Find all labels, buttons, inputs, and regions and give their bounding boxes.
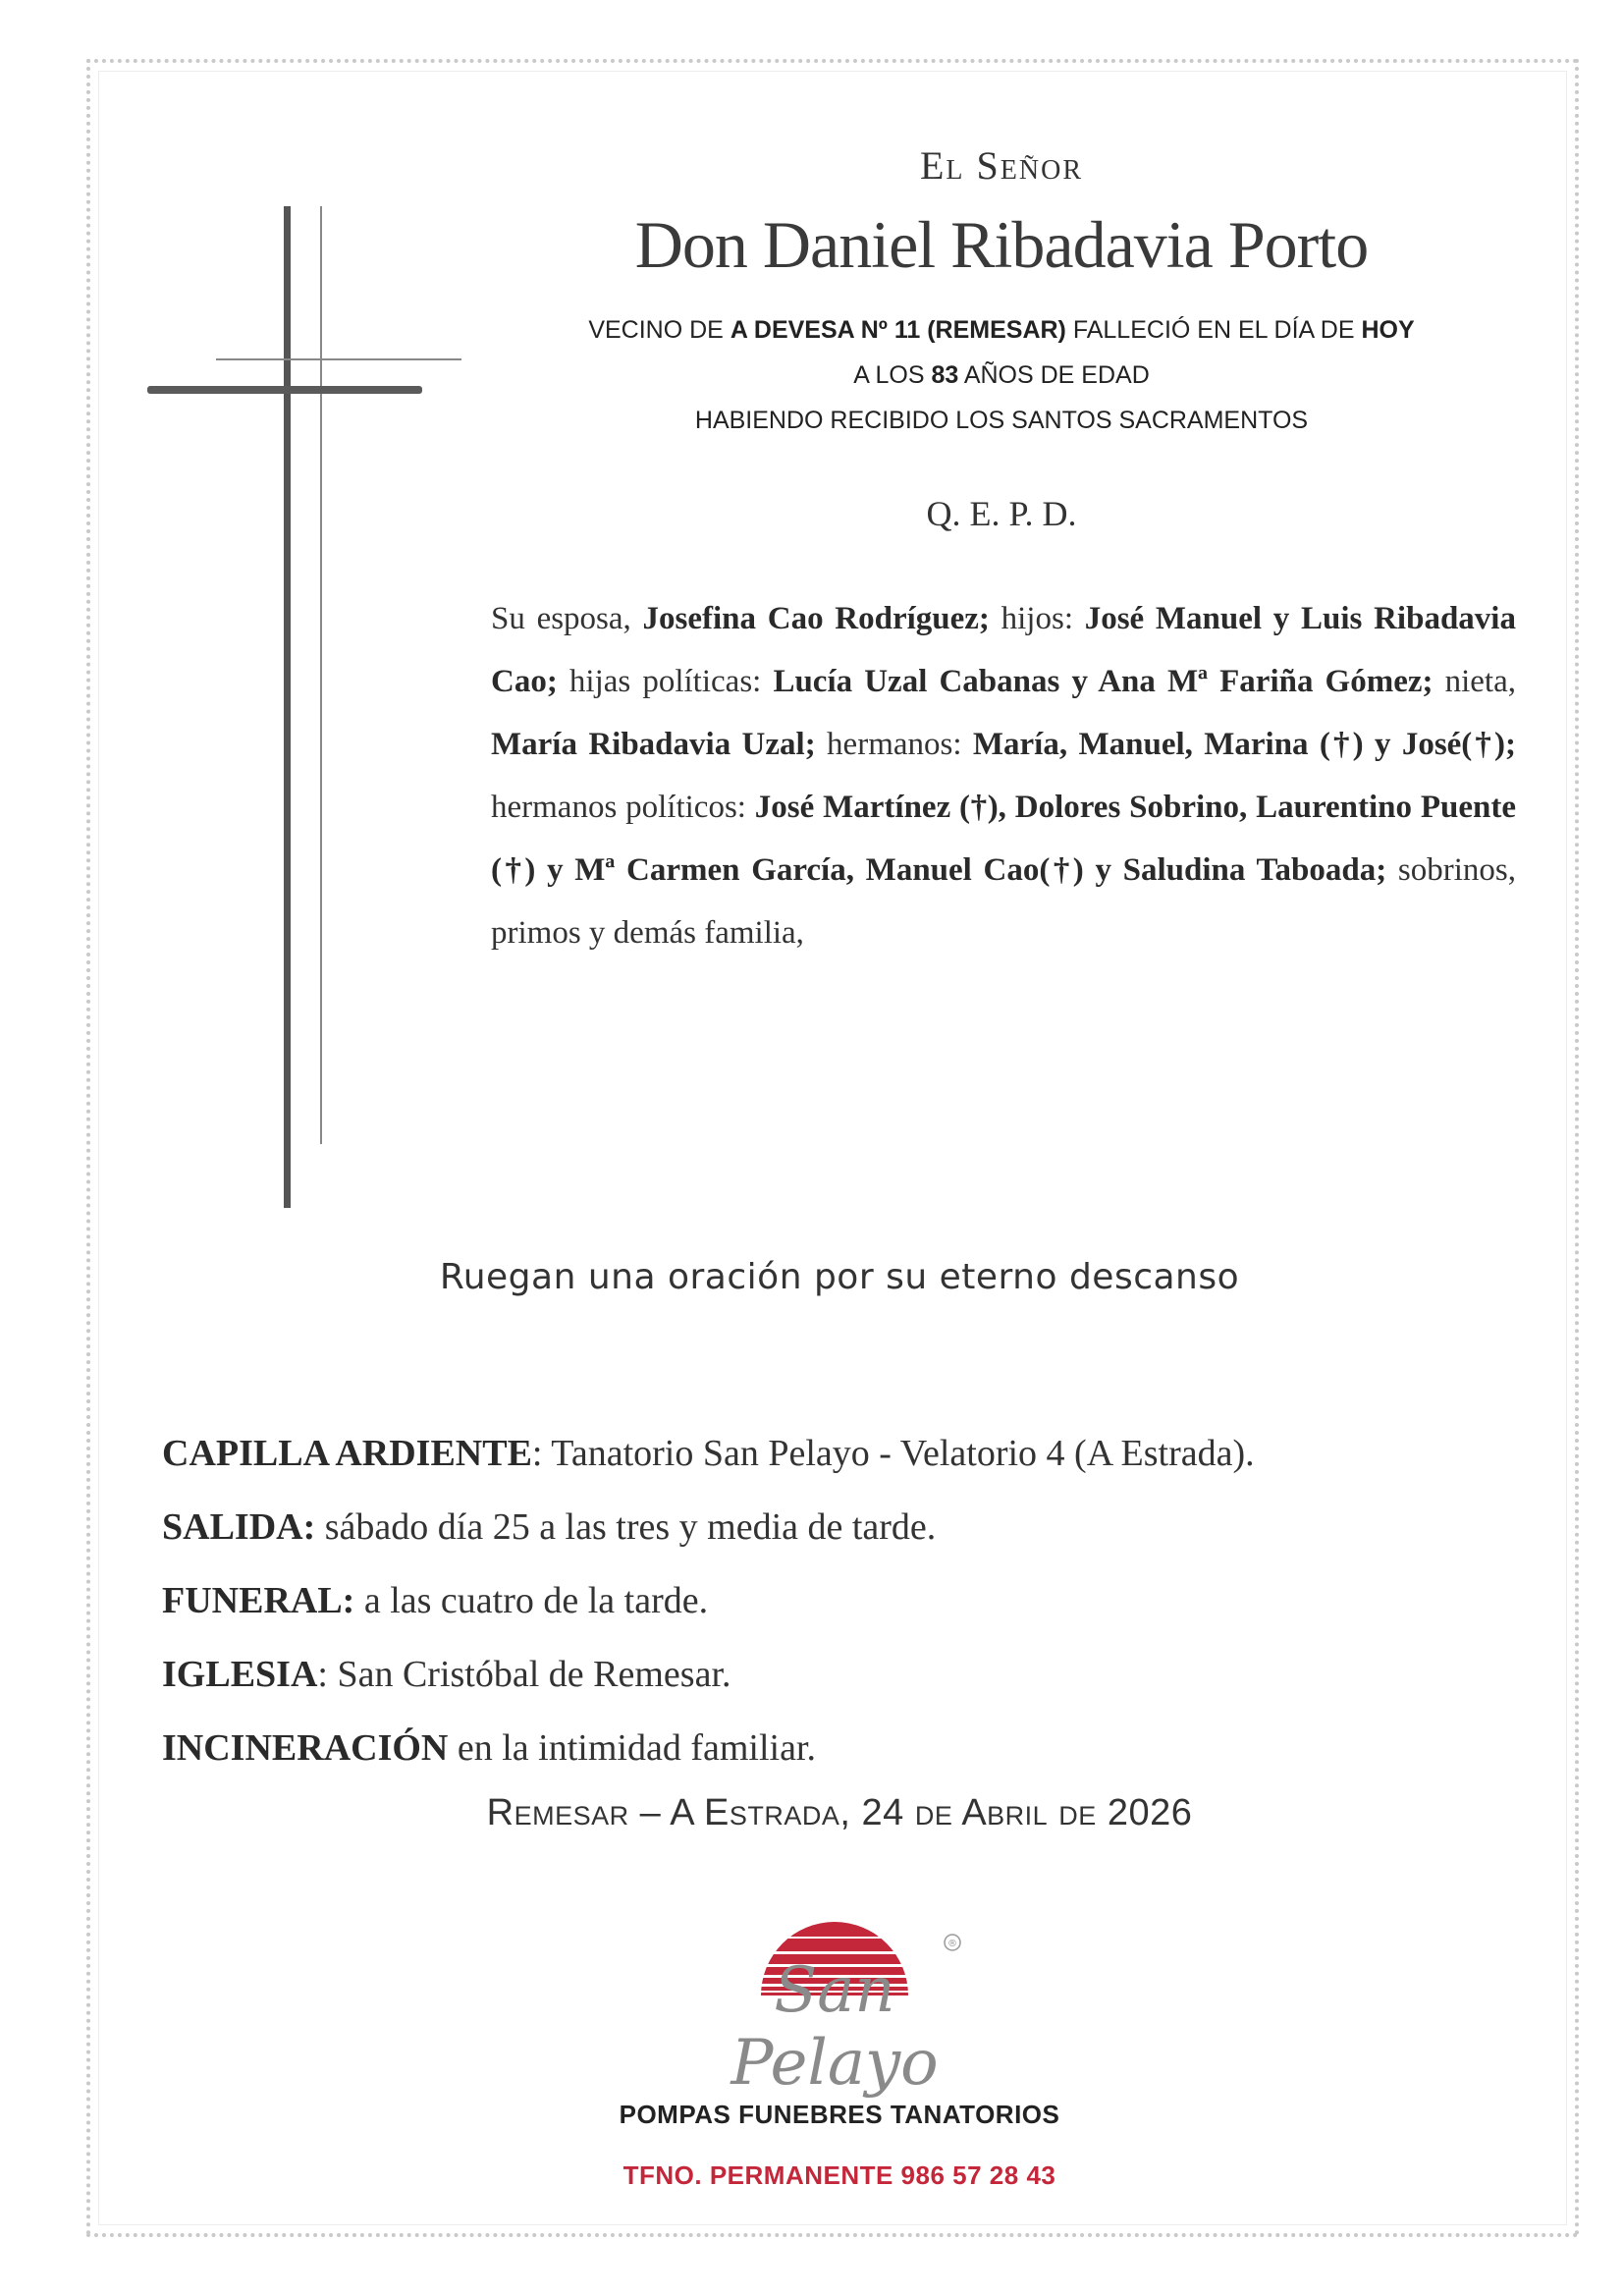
info-line-residence bbox=[511, 316, 1492, 345]
family-text: hermanos: bbox=[815, 727, 973, 762]
detail-label: SALIDA: bbox=[162, 1506, 316, 1548]
info-bold: 83 bbox=[931, 361, 959, 389]
detail-text: : Tanatorio San Pelayo - Velatorio 4 (A Estrada). bbox=[531, 1433, 1255, 1474]
family-name: José Manuel y Luis Ribadavia Cao; bbox=[491, 601, 1516, 699]
detail-text: a las cuatro de la tarde. bbox=[354, 1580, 709, 1621]
info-text: FALLECIÓ EN EL DÍA DE bbox=[1065, 316, 1362, 344]
detail-label: IGLESIA bbox=[162, 1654, 318, 1695]
detail-capilla bbox=[162, 1417, 1537, 1491]
family-text: nieta, bbox=[1433, 664, 1516, 699]
info-text: VECINO DE bbox=[588, 316, 730, 344]
prayer-line: Ruegan una oración por su eterno descanso bbox=[439, 1257, 1240, 1297]
detail-label: CAPILLA ARDIENTE bbox=[162, 1433, 532, 1474]
info-text: A LOS bbox=[853, 361, 932, 389]
company-name: POMPAS FUNEBRES TANATORIOS bbox=[619, 2100, 1060, 2129]
info-bold: HOY bbox=[1361, 316, 1415, 344]
detail-label: FUNERAL: bbox=[162, 1580, 355, 1621]
ceremony-details bbox=[162, 1417, 1537, 1785]
detail-incineracion bbox=[162, 1712, 1537, 1785]
detail-label: INCINERACIÓN bbox=[162, 1727, 449, 1769]
info-line-age bbox=[511, 361, 1492, 390]
detail-text: : San Cristóbal de Remesar. bbox=[317, 1654, 731, 1695]
info-bold: A DEVESA Nº 11 (REMESAR) bbox=[730, 316, 1066, 344]
deceased-name: Don Daniel Ribadavia Porto bbox=[634, 207, 1369, 282]
family-text: hijas políticas: bbox=[557, 664, 774, 699]
family-name: Josefina Cao Rodríguez; bbox=[642, 601, 990, 636]
qepd: Q. E. P. D. bbox=[926, 494, 1077, 533]
detail-salida bbox=[162, 1491, 1537, 1564]
family-paragraph bbox=[491, 587, 1516, 964]
honorific-title: El Señor bbox=[919, 143, 1083, 188]
family-text: sobrinos, primos y demás familia, bbox=[491, 852, 1516, 951]
detail-funeral bbox=[162, 1564, 1537, 1638]
cross-icon bbox=[147, 206, 461, 1208]
family-name: María, Manuel, Marina (†) y José(†); bbox=[972, 727, 1516, 762]
family-text: hijos: bbox=[989, 601, 1085, 636]
company-phone: TFNO. PERMANENTE 986 57 28 43 bbox=[622, 2160, 1056, 2190]
family-text: Su esposa, bbox=[491, 601, 643, 636]
detail-text: en la intimidad familiar. bbox=[448, 1727, 816, 1769]
info-text: AÑOS DE EDAD bbox=[958, 361, 1150, 389]
family-name: José Martínez (†), Dolores Sobrino, Laurentino Puente (†) y Mª Carmen García, Manuel Cao(†) y Saludina Taboada; bbox=[491, 790, 1516, 888]
detail-iglesia bbox=[162, 1638, 1537, 1712]
family-text: hermanos políticos: bbox=[491, 790, 755, 825]
info-line-sacraments: HABIENDO RECIBIDO LOS SANTOS SACRAMENTOS bbox=[694, 407, 1309, 434]
family-name: María Ribadavia Uzal; bbox=[491, 727, 816, 762]
logo-script: San Pelayo bbox=[730, 1954, 939, 2100]
place-date-line: Remesar – A Estrada, 24 de Abril de 2026 bbox=[486, 1792, 1193, 1833]
detail-text: sábado día 25 a las tres y media de tarde. bbox=[315, 1506, 937, 1548]
family-name: Lucía Uzal Cabanas y Ana Mª Fariña Gómez; bbox=[773, 664, 1434, 699]
registered-mark: ® bbox=[947, 1939, 957, 1949]
